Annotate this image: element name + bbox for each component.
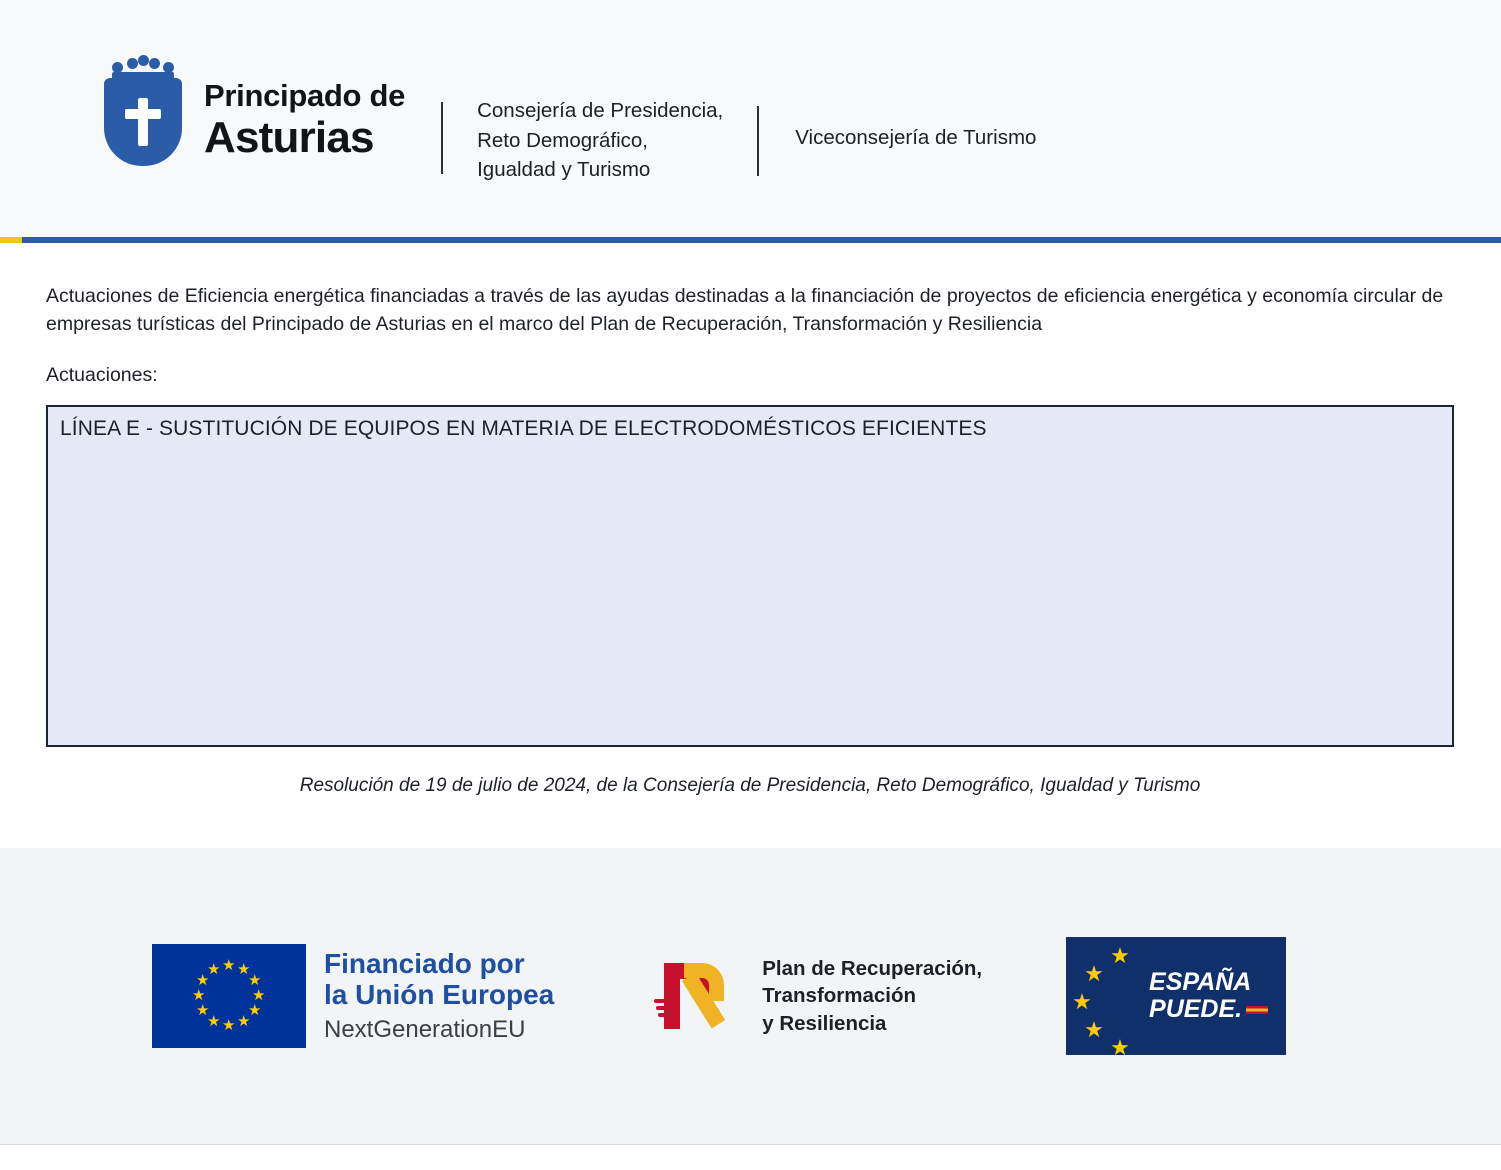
document-header [0, 0, 1501, 243]
eu-funding-text [324, 948, 554, 1045]
spain-flag-icon [1246, 1006, 1268, 1014]
espana-puede-icon [1066, 937, 1286, 1060]
list-item[interactable]: LÍNEA E - SUSTITUCIÓN DE EQUIPOS EN MATERIA DE ELECTRODOMÉSTICOS EFICIENTES [60, 417, 987, 441]
department-line-1: Consejería de Presidencia, [477, 99, 724, 122]
plan-line-2: Transformación [762, 984, 917, 1008]
resolucion-caption: Resolución de 19 de julio de 2024, de la Consejería de Presidencia, Reto Demográfico, Igualdad y Turismo [299, 775, 1201, 797]
page-bottom-strip [0, 1145, 1501, 1170]
eu-star-icon: ★ [207, 961, 221, 979]
eu-star-icon: ★ [196, 1002, 210, 1019]
intro-paragraph: Actuaciones de Eficiencia energética financiadas a través de las ayudas destinadas a la financiación de proyectos de eficiencia energética y economía circular de empresas turísticas del Principado de Asturias en el marco del Plan de Recuperación, Transformación y Resiliencia [46, 285, 1444, 335]
brand-line-1: Principado de [204, 78, 406, 113]
plan-line-1: Plan de Recuperación, [762, 957, 983, 981]
eu-star-icon: ★ [192, 987, 206, 1004]
crown-icon [112, 58, 174, 80]
header-accent-rule [0, 237, 1501, 243]
subdepartment-name: Viceconsejería de Turismo [795, 126, 1037, 149]
eu-star-icon: ★ [247, 1002, 262, 1019]
eu-line-3: NextGenerationEU [324, 1016, 526, 1044]
espana-star-icon: ★ [1072, 989, 1092, 1014]
eu-star-icon: ★ [207, 1012, 221, 1030]
brand-wordmark [204, 80, 405, 161]
espana-star-icon: ★ [1110, 943, 1130, 968]
eu-star-icon: ★ [237, 1012, 251, 1030]
asturias-shield-icon [104, 58, 182, 166]
plan-recuperacion-logo [654, 955, 982, 1036]
header-divider-2 [757, 106, 759, 176]
accent-blue [22, 237, 1501, 243]
brand-line-2: Asturias [204, 112, 374, 162]
department-line-3: Igualdad y Turismo [477, 158, 651, 182]
eu-star-icon: ★ [252, 987, 266, 1004]
european-union-flag-icon [152, 944, 306, 1048]
department-name [477, 96, 723, 185]
espana-puede-text [1149, 969, 1268, 1023]
espana-puede-logo [1066, 937, 1286, 1060]
department-line-2: Reto Demográfico, [477, 128, 649, 152]
document-footer [0, 848, 1501, 1144]
eu-funding-logo [152, 944, 554, 1048]
plan-recuperacion-text [762, 955, 982, 1036]
eu-line-2: la Unión Europea [324, 979, 555, 1010]
actuaciones-listbox[interactable] [46, 405, 1454, 747]
accent-yellow [0, 237, 22, 243]
eu-star-icon: ★ [222, 957, 236, 974]
espana-star-icon: ★ [1084, 961, 1104, 986]
eu-star-icon: ★ [222, 1017, 236, 1034]
eu-line-1: Financiado por [324, 947, 525, 979]
header-divider-1 [441, 102, 443, 174]
plan-line-3: y Resiliencia [762, 1011, 887, 1035]
espana-star-icon: ★ [1084, 1017, 1104, 1042]
espana-line-2: PUEDE. [1149, 996, 1268, 1023]
plan-recuperacion-icon [654, 957, 746, 1035]
espana-stars [1066, 937, 1146, 1060]
eu-star-icon: ★ [247, 972, 262, 989]
actuaciones-label: Actuaciones: [46, 364, 158, 387]
espana-line-1: ESPAÑA [1149, 968, 1252, 996]
document-body [0, 243, 1501, 848]
eu-star-icon: ★ [237, 961, 251, 979]
espana-star-icon: ★ [1110, 1035, 1130, 1060]
eu-star-icon: ★ [196, 972, 210, 989]
